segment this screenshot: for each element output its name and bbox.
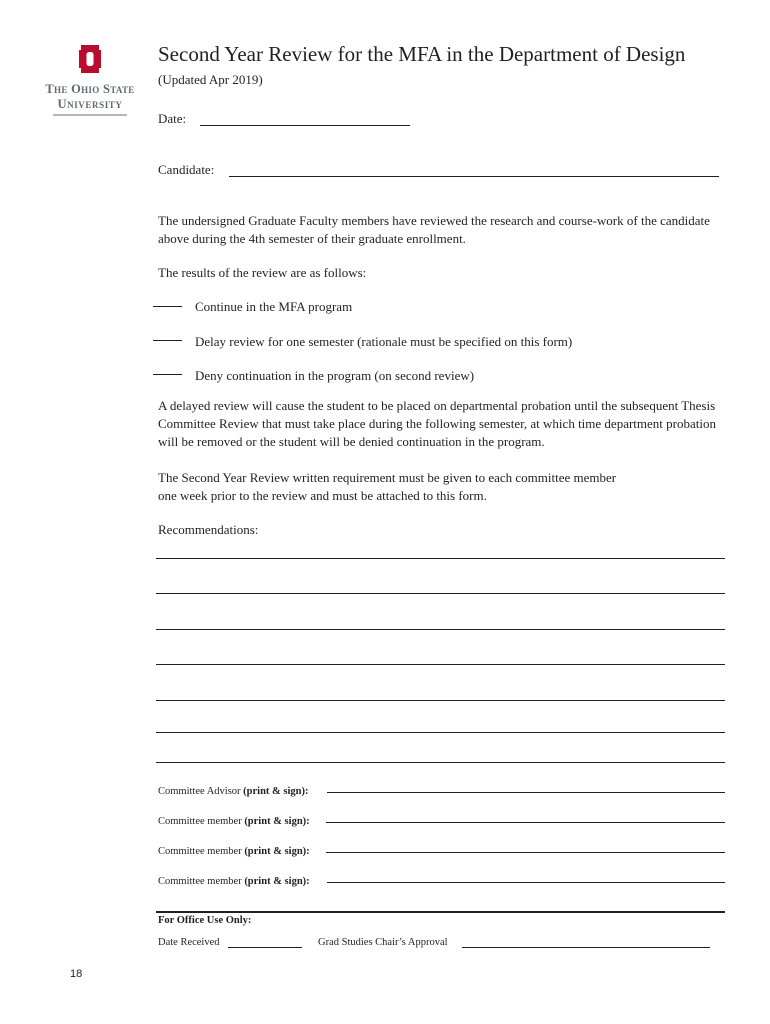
date-received-label: Date Received xyxy=(158,937,220,948)
signature-label-member-3 xyxy=(158,876,310,887)
recommendation-line[interactable] xyxy=(156,732,725,733)
member-1-signature-line[interactable] xyxy=(326,822,725,823)
recommendation-line[interactable] xyxy=(156,700,725,701)
option-delay-label: Delay review for one semester (rationale must be specified on this form) xyxy=(195,334,573,349)
date-label: Date: xyxy=(158,111,187,126)
signature-role: Committee member xyxy=(158,816,242,827)
signature-label-member-2 xyxy=(158,846,310,857)
requirement-note-line2: one week prior to the review and must be attached to this form. xyxy=(158,488,487,503)
logo-divider xyxy=(53,114,127,116)
option-delay-blank[interactable] xyxy=(153,340,182,341)
signature-role: Committee member xyxy=(158,876,242,887)
office-use-title: For Office Use Only: xyxy=(158,915,252,926)
results-intro: The results of the review are as follows: xyxy=(158,265,367,280)
recommendation-line[interactable] xyxy=(156,629,725,630)
chair-approval-label: Grad Studies Chair’s Approval xyxy=(318,937,448,948)
signature-instruction: (print & sign): xyxy=(244,846,310,857)
logo-text-line1: The Ohio State xyxy=(45,82,135,96)
candidate-label: Candidate: xyxy=(158,162,215,177)
signature-instruction: (print & sign): xyxy=(244,876,310,887)
chair-approval-field[interactable] xyxy=(462,947,710,948)
option-continue-label: Continue in the MFA program xyxy=(195,299,353,314)
recommendation-line[interactable] xyxy=(156,593,725,594)
candidate-field[interactable] xyxy=(229,176,719,177)
page-title: Second Year Review for the MFA in the Department of Design xyxy=(158,42,686,66)
osu-logo xyxy=(40,44,140,116)
requirement-note-line1: The Second Year Review written requirement must be given to each committee member xyxy=(158,470,617,485)
option-deny-blank[interactable] xyxy=(153,374,182,375)
date-field[interactable] xyxy=(200,125,410,126)
date-received-field[interactable] xyxy=(228,947,302,948)
signature-role: Committee member xyxy=(158,846,242,857)
recommendation-line[interactable] xyxy=(156,762,725,763)
office-divider xyxy=(156,911,725,913)
delay-note: A delayed review will cause the student to be placed on departmental probation until the subsequent Thesis Committee Review that must take place during the following semester, at which time department probation will be removed or the student will be denied continuation in the program. xyxy=(158,398,716,449)
member-3-signature-line[interactable] xyxy=(327,882,725,883)
signature-instruction: (print & sign): xyxy=(244,816,310,827)
recommendation-line[interactable] xyxy=(156,664,725,665)
logo-text-line2: University xyxy=(57,97,123,111)
block-o-icon xyxy=(78,44,102,74)
recommendation-line[interactable] xyxy=(156,558,725,559)
member-2-signature-line[interactable] xyxy=(326,852,725,853)
page-number: 18 xyxy=(70,968,83,980)
signature-instruction: (print & sign): xyxy=(243,786,309,797)
option-deny-label: Deny continuation in the program (on second review) xyxy=(195,368,475,383)
option-continue-blank[interactable] xyxy=(153,306,182,307)
intro-paragraph: The undersigned Graduate Faculty members have reviewed the research and course-work of the candidate above during the 4th semester of their graduate enrollment. xyxy=(158,213,710,246)
recommendations-label: Recommendations: xyxy=(158,522,259,537)
signature-label-advisor xyxy=(158,786,309,797)
advisor-signature-line[interactable] xyxy=(327,792,725,793)
updated-date: (Updated Apr 2019) xyxy=(158,72,263,87)
signature-role: Committee Advisor xyxy=(158,786,241,797)
signature-label-member-1 xyxy=(158,816,310,827)
